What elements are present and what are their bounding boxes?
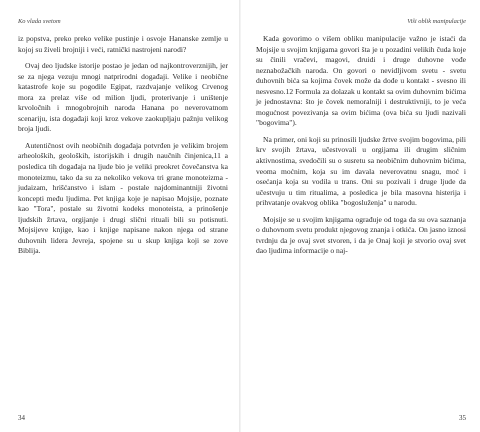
paragraph: Kada govorimo o višem obliku manipulacije važno je istaći da Mojsije u svojim knjigama govori šta je u pozadini velikih čuda koje su činili vračevi, magovi, druidi i druge duhovne vođe neznabožačkih naroda. On govori o nevidljivom svetu - svetu duhovnih bića sa kojima čovek može da dođe u kontakt - svesno ili nesvesno.12 Formula za dolazak u kontakt sa ovim duhovnim bićima je jednostavna: što je čovek nemoralniji i destruktivniji, to je veća mogućnost povezivanja sa ovim bićima (ova bića su ljudi nazivali "bogovima"). [256,34,466,128]
right-page-body [256,34,466,257]
right-page [246,0,478,432]
left-page-body [18,34,228,257]
page-number-right: 35 [459,414,466,422]
paragraph: Autentičnost ovih neobičnih događaja potvrđen je velikim brojem arheoloških, geoloških, istorijskih i drugih naučnih činjenica,11 a posledica tih događaja na ljude bio je veliki preokret čovečanstva ka monoteizmu, tako da su za nekoliko vekova tri grane monoteizma - judaizam, hrišćanstvo i islam - postale najdominantniji životni koncepti među ljudima. Pet knjiga koje je napisao Mojsije, poznate kao "Tora", postale su životni kodeks monoteista, a prinošenje ljudskih žrtava, orgijanje i drugi slični rituali bili su potisnuti. Mojsijeve knjige, kao i knjige napisane nakon njega od strane duhovnih lidera Jevreja, spojene su u skup knjiga koji se zove Biblija. [18,140,228,256]
left-page [6,0,238,432]
paragraph: Na primer, oni koji su prinosili ljudske žrtve svojim bogovima, pili krv svojih žrtava, učestvovali u orgijama ili drugim sličnim aktivnostima, svedočili su o susretu sa neobičnim duhovnim bićima, veoma moćnim, koja su im davala neverovatnu snagu, moć i osećanja koja su vodila u trans. Oni su pozivali i druge ljude da učestvuju u tim ritualima, a posledica je bila masovna histerija i prihvatanje ovakvog oblika "bogosluženja" u narodu. [256,134,466,208]
paragraph: iz popstva, preko preko velike pustinje i osvoje Hananske zemlje u kojoj su živeli brojniji i veći, ratnički nastrojeni narodi? [18,34,228,54]
running-head-right: Viši oblik manipulacije [407,18,466,25]
page-number-left: 34 [18,414,25,422]
paragraph: Mojsije se u svojim knjigama ograđuje od toga da su ova saznanja o duhovnom svetu produkt njegovog znanja i otkića. On jasno iznosi tvrdnju da je ovaj svet stvoren, i da je Onaj koji je stvorio ovaj svet dao ljudima informacije o naj- [256,214,466,256]
running-head-left: Ko vlada svetom [18,18,61,25]
paragraph: Ovaj deo ljudske istorije postao je jedan od najkontroverznijih, jer se za njega vezuju mnogi natprirodni događaji. Velike i neobične katastrofe koje su pogodile Egipat, razdvajanje velikog Crvenog mora za prelaz više od milion ljudi, proterivanje i uništenje krvoločnih i mnogobrojnih naroda Hanana po neverovatnom scenariju, ista događaji koji kroz vekove zaokupljaju pažnju velikog broja ljudi. [18,61,228,134]
book-gutter [239,0,241,432]
